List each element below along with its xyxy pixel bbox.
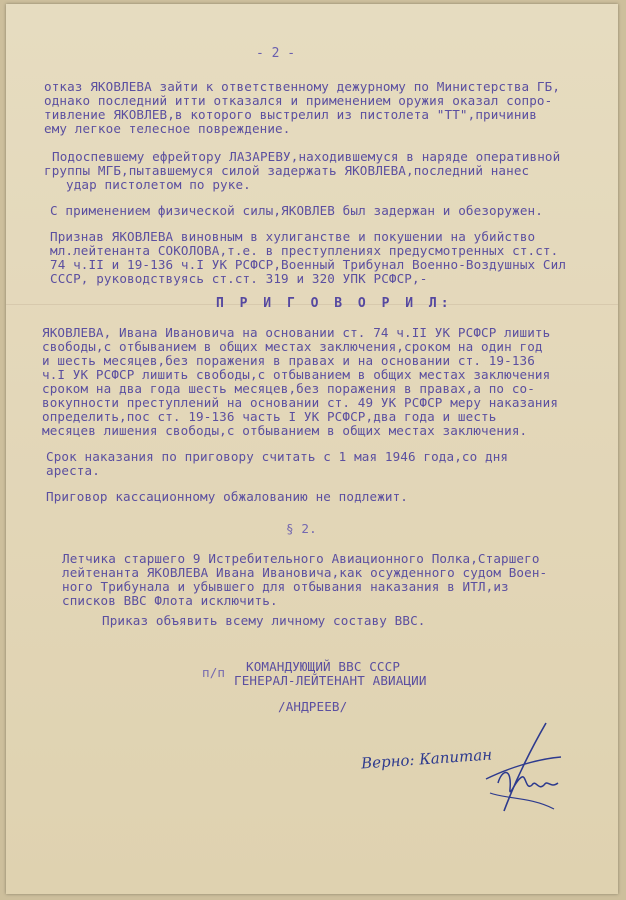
verdict-line: определить,пос ст. 19-136 часть I УК РСФСР,два года и шесть	[42, 409, 497, 424]
verdict-line: и шесть месяцев,без поражения в правах и на основании ст. 19-136	[42, 353, 535, 368]
document-page	[6, 4, 618, 894]
body-line: ему легкое телесное повреждение.	[44, 121, 291, 136]
verdict-line: Срок наказания по приговору считать с 1 мая 1946 года,со дня	[46, 449, 509, 464]
body-line: группы МГБ,пытавшемуся силой задержать ЯКОВЛЕВА,последний нанес	[44, 163, 530, 178]
section2-line: Летчика старшего 9 Истребительного Авиационного Полка,Старшего	[62, 551, 540, 566]
signature-title-line2: ГЕНЕРАЛ-ЛЕЙТЕНАНТ АВИАЦИИ	[234, 673, 427, 688]
body-line: мл.лейтенанта СОКОЛОВА,т.е. в преступлениях предусмотренных ст.ст.	[50, 243, 559, 258]
body-line: Признав ЯКОВЛЕВА виновным в хулиганстве и покушении на убийство	[50, 229, 536, 244]
section-mark: § 2.	[286, 521, 317, 536]
certification-note: Верно: Капитан	[360, 745, 493, 773]
signature-name: /АНДРЕЕВ/	[278, 699, 348, 714]
body-line: С применением физической силы,ЯКОВЛЕВ был задержан и обезоружен.	[50, 203, 543, 218]
verdict-line: вокупности преступлений на основании ст. 49 УК РСФСР меру наказания	[42, 395, 559, 410]
body-line: тивление ЯКОВЛЕВ,в которого выстрелил из пистолета "ТТ",причинив	[44, 107, 537, 122]
verdict-heading: П Р И Г О В О Р И Л:	[216, 296, 453, 311]
section2-line: лейтенанта ЯКОВЛЕВА Ивана Ивановича,как осужденного судом Воен-	[62, 565, 548, 580]
verdict-line: Приговор кассационному обжалованию не подлежит.	[46, 489, 408, 504]
body-line: удар пистолетом по руке.	[66, 177, 251, 192]
signature-scribble-icon	[476, 719, 576, 829]
verdict-line: месяцев лишения свободы,с отбыванием в общих местах заключения.	[42, 423, 528, 438]
verdict-line: ЯКОВЛЕВА, Ивана Ивановича на основании ст. 74 ч.II УК РСФСР лишить	[42, 325, 551, 340]
section2-line: списков ВВС Флота исключить.	[62, 593, 278, 608]
verdict-line: ареста.	[46, 463, 100, 478]
body-line: 74 ч.II и 19-136 ч.I УК РСФСР,Военный Трибунал Военно-Воздушных Сил	[50, 257, 567, 272]
body-line: СССР, руководствуясь ст.ст. 319 и 320 УПК РСФСР,-	[50, 271, 428, 286]
body-line: отказ ЯКОВЛЕВА зайти к ответственному дежурному по Министерства ГБ,	[44, 79, 561, 94]
verdict-line: свободы,с отбыванием в общих местах заключения,сроком на один год	[42, 339, 543, 354]
section2-line: ного Трибунала и убывшего для отбывания наказания в ИТЛ,из	[62, 579, 509, 594]
section2-line: Приказ объявить всему личному составу ВВС.	[102, 613, 426, 628]
verdict-line: ч.I УК РСФСР лишить свободы,с отбыванием в общих местах заключения	[42, 367, 551, 382]
page-number: - 2 -	[256, 46, 296, 61]
signature-title-line1: КОМАНДУЮЩИЙ ВВС СССР	[246, 659, 401, 674]
verdict-line: сроком на два года шесть месяцев,без поражения в правах,а по со-	[42, 381, 535, 396]
body-line: однако последний итти отказался и применением оружия оказал сопро-	[44, 93, 553, 108]
signature-prefix: п/п	[202, 665, 226, 680]
body-line: Подоспевшему ефрейтору ЛАЗАРЕВУ,находившемуся в наряде оперативной	[52, 149, 561, 164]
